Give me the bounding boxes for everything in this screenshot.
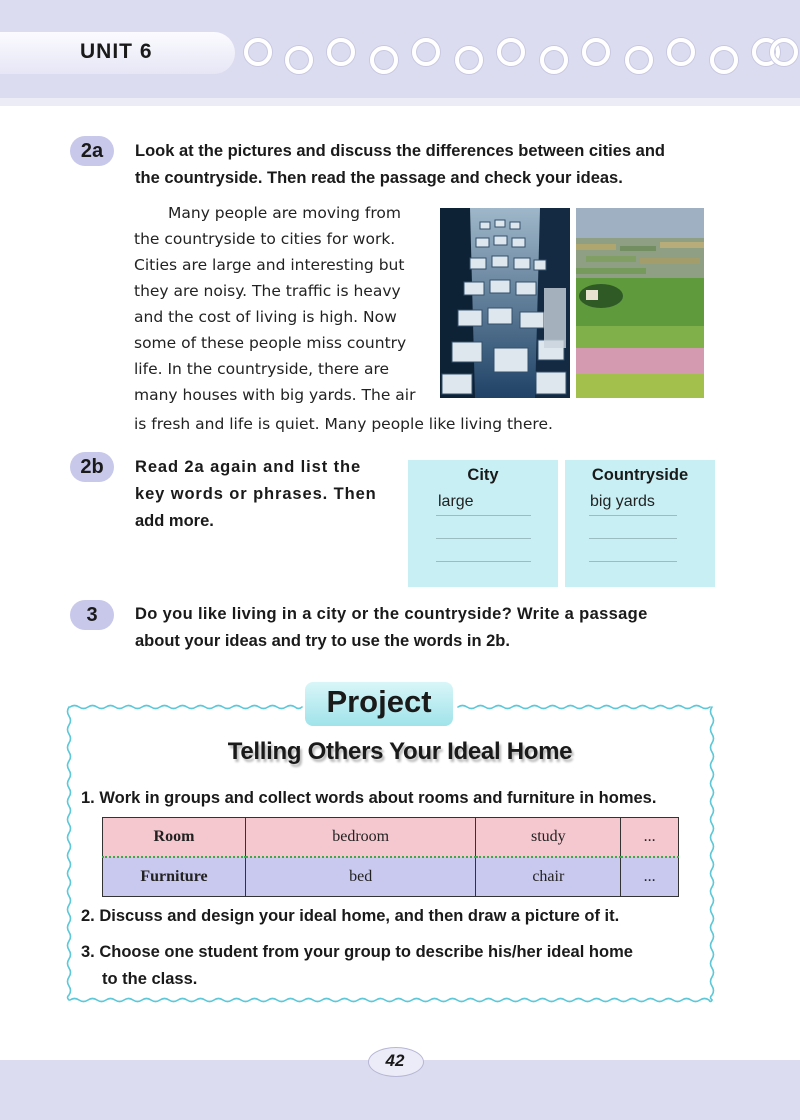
table-row-room bbox=[103, 818, 679, 858]
badge-2b: 2b bbox=[70, 452, 114, 482]
countryside-box-title: Countryside bbox=[591, 466, 689, 484]
city-box-title: City bbox=[467, 466, 499, 484]
page-number: 42 bbox=[385, 1051, 405, 1070]
table-cell: Room bbox=[103, 818, 246, 858]
unit-label: UNIT 6 bbox=[80, 40, 153, 63]
passage-line: the countryside to cities for work. bbox=[134, 230, 396, 248]
badge-3: 3 bbox=[70, 600, 114, 630]
passage-line: some of these people miss country bbox=[134, 334, 407, 352]
countryside-keyword: big yards bbox=[590, 493, 655, 510]
passage-line: life. In the countryside, there are bbox=[134, 360, 390, 378]
table-cell: Furniture bbox=[103, 857, 246, 897]
passage-line: Many people are moving from bbox=[168, 204, 401, 222]
table-cell: ... bbox=[621, 818, 679, 858]
table-cell: chair bbox=[476, 857, 621, 897]
passage-line: is fresh and life is quiet. Many people like living there. bbox=[134, 415, 553, 433]
project-step-1: 1. Work in groups and collect words about rooms and furniture in homes. bbox=[81, 789, 657, 807]
table-cell: study bbox=[476, 818, 621, 858]
passage-line: and the cost of living is high. Now bbox=[134, 308, 397, 326]
instruction-line: Do you like living in a city or the countryside? Write a passage bbox=[135, 605, 648, 623]
passage-line: Cities are large and interesting but bbox=[134, 256, 405, 274]
project-step-3 bbox=[81, 939, 633, 993]
instruction-line: add more. bbox=[135, 512, 214, 530]
project-title: Project bbox=[326, 684, 432, 719]
badge-2a: 2a bbox=[70, 136, 114, 166]
city-keyword: large bbox=[438, 493, 474, 510]
rooms-furniture-table bbox=[102, 817, 679, 897]
table-cell: bed bbox=[246, 857, 476, 897]
step-line: to the class. bbox=[102, 970, 198, 988]
instruction-line: Read 2a again and list the bbox=[135, 458, 362, 476]
passage-line: they are noisy. The traffic is heavy bbox=[134, 282, 401, 300]
project-step-2: 2. Discuss and design your ideal home, and then draw a picture of it. bbox=[81, 907, 620, 925]
instruction-line: key words or phrases. Then bbox=[135, 485, 377, 503]
instruction-line: the countryside. Then read the passage and check your ideas. bbox=[135, 169, 623, 187]
project-subtitle: Telling Others Your Ideal Home bbox=[227, 738, 573, 765]
step-line: 3. Choose one student from your group to describe his/her ideal home bbox=[81, 943, 633, 961]
table-cell: ... bbox=[621, 857, 679, 897]
instruction-line: about your ideas and try to use the words in 2b. bbox=[135, 632, 510, 650]
instruction-line: Look at the pictures and discuss the differences between cities and bbox=[135, 142, 665, 160]
table-row-furniture bbox=[103, 857, 679, 897]
passage-line: many houses with big yards. The air bbox=[134, 386, 416, 404]
table-cell: bedroom bbox=[246, 818, 476, 858]
